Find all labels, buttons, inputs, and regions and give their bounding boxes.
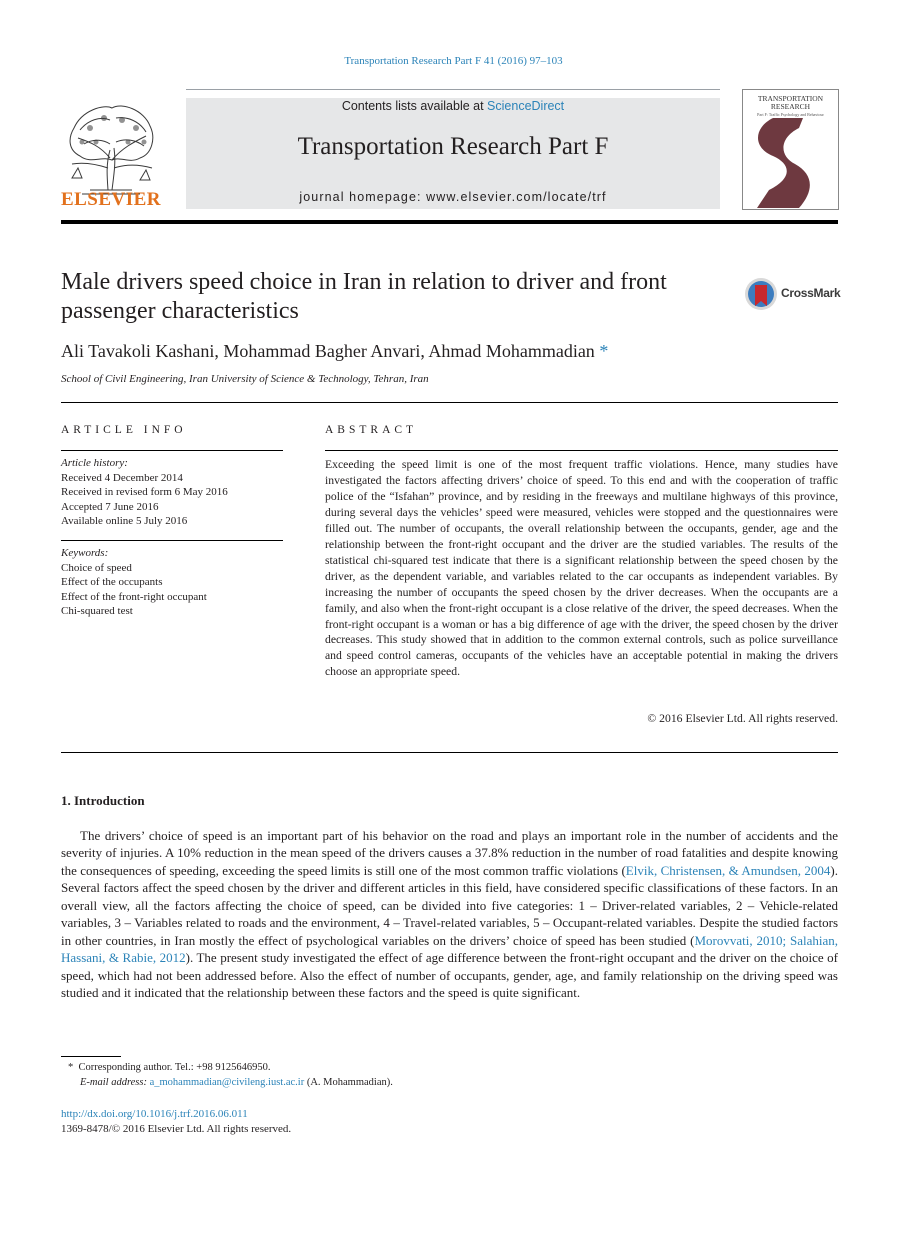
abstract-text: Exceeding the speed limit is one of the most frequent traffic violations. Hence, many studies have investigated the factors affecting drivers’ choice of speed. To this end and with the cooperation of traffic police of the “Isfahan” province, and by residing in the freeways and multilane highways of this province, during several days the vehicles’ speed were measured, vehicles were stopped and the questionnaires were filled out. The number of occupants, the overall relationship between the occupants, gender, age and the relationship between the front-right occupant and the driver are the studied variables. The results of the statistical chi-squared test indicate that there is a significant relationship between the speed chosen by the driver, as the dependent variable, and variables related to the car occupants as independent variables. By increasing the number of occupants the speed chosen by the driver decreases. When the occupants are a family, and also when the front-right occupant is a close relative of the driver, the speed decreases. When the front-right occupant is a woman or has a big difference of age with the driver, the speed chosen by the driver decreases. This study showed that in addition to the common external controls, such as police surveillance and speed control cameras, occupants of the vehicles have an acceptable potential in making the drivers choose an appropriate speed. xyxy=(325,458,838,679)
doi-link[interactable]: http://dx.doi.org/10.1016/j.trf.2016.06.011 xyxy=(61,1108,248,1120)
sciencedirect-link[interactable]: ScienceDirect xyxy=(487,99,565,113)
intro-text: ). The present study investigated the effect of age difference between the front-right occupant and the driver on the choice of speed, which had not been addressed before. Also the effect of number of occupants, gender, age, and family relationship on the driving speed was studied and it indicated that the relationship between these factors and the speed is quite significant. xyxy=(61,950,839,1001)
citation-link[interactable]: Morovvati, 2010; Salahian, Hassani, & Rabie, 2012 xyxy=(61,932,838,966)
keyword-item: Chi-squared test xyxy=(61,605,133,617)
article-info-rule xyxy=(61,450,283,451)
history-item: Received 4 December 2014 xyxy=(61,471,183,484)
keyword-item: Effect of the front-right occupant xyxy=(61,590,207,603)
journal-citation[interactable]: Transportation Research Part F 41 (2016) 97–103 xyxy=(344,55,563,67)
abstract-rule xyxy=(325,450,838,451)
footnote-rule xyxy=(61,1056,121,1057)
introduction-heading: 1. Introduction xyxy=(61,793,145,808)
header-top-rule xyxy=(186,89,720,90)
affiliation: School of Civil Engineering, Iran University of Science & Technology, Tehran, Iran xyxy=(61,373,429,385)
masthead-rule xyxy=(61,220,838,224)
crossmark-label[interactable]: CrossMark xyxy=(781,286,841,300)
email-suffix: (A. Mohammadian). xyxy=(304,1077,393,1088)
history-item: Accepted 7 June 2016 xyxy=(61,500,159,513)
abstract-bottom-rule xyxy=(61,752,838,753)
author-list xyxy=(61,341,821,362)
article-history xyxy=(61,456,283,529)
affiliation-rule xyxy=(61,402,838,403)
email-footnote xyxy=(80,1077,393,1088)
journal-homepage[interactable]: journal homepage: www.elsevier.com/locate/trf xyxy=(299,190,607,204)
authors: Ali Tavakoli Kashani, Mohammad Bagher Anvari, Ahmad Mohammadian xyxy=(61,341,595,361)
abstract-heading: ABSTRACT xyxy=(325,424,418,436)
citation-link[interactable]: Elvik, Christensen, & Amundsen, 2004 xyxy=(625,862,831,878)
email-link[interactable]: a_mohammadian@civileng.iust.ac.ir xyxy=(149,1077,305,1088)
keywords-label: Keywords: xyxy=(61,547,109,559)
history-item: Received in revised form 6 May 2016 xyxy=(61,486,228,498)
keyword-item: Effect of the occupants xyxy=(61,576,163,588)
corresponding-footnote xyxy=(68,1062,270,1073)
footnote-mark: * xyxy=(68,1062,74,1073)
contents-prefix: Contents lists available at xyxy=(341,99,488,113)
article-title: Male drivers speed choice in Iran in relation to driver and front passenger characteristics xyxy=(61,269,667,324)
introduction-paragraph xyxy=(61,827,838,1002)
history-item: Available online 5 July 2016 xyxy=(61,515,188,527)
keywords-rule xyxy=(61,540,283,541)
cover-subtitle: Part F: Traffic Psychology and Behaviour xyxy=(757,112,824,117)
intro-text: ). Several factors affect the speed chosen by the driver and different articles in this field, have considered specific classifications of these factors. In an overall view, all the factors affecting the choice of speed, can be divided into five categories: 1 – Driver-related variables, 2 – Vehicle-related variables, 3 – Variables related to roads and the environment, 4 – Travel-related variables, 5 – Occupant-related variables. Despite the studied factors in other countries, in Iran mostly the effect of psychological variables on the drivers’ choice of speed has been studied ( xyxy=(61,862,838,948)
issn-copyright: 1369-8478/© 2016 Elsevier Ltd. All rights reserved. xyxy=(61,1123,292,1135)
crossmark-icon[interactable] xyxy=(744,277,778,311)
journal-name: Transportation Research Part F xyxy=(297,133,609,160)
cover-title: TRANSPORTATION RESEARCH xyxy=(757,94,824,111)
corresponding-author-info: Corresponding author. Tel.: +98 9125646950. xyxy=(78,1062,271,1073)
keywords xyxy=(61,546,283,619)
history-label: Article history: xyxy=(61,457,128,469)
cover-road-image xyxy=(743,118,838,208)
keyword-item: Choice of speed xyxy=(61,561,132,574)
abstract-copyright: © 2016 Elsevier Ltd. All rights reserved. xyxy=(647,712,838,725)
contents-availability xyxy=(186,99,720,113)
journal-cover xyxy=(742,89,839,210)
elsevier-wordmark: ELSEVIER xyxy=(60,189,162,210)
email-label: E-mail address: xyxy=(80,1077,150,1088)
intro-text: The drivers’ choice of speed is an important part of his behavior on the road and plays an important role in the number of accidents and the severity of injuries. A 10% reduction in the mean speed of the drivers causes a 37.8% reduction in the number of road fatalities and despite knowing the consequences of speeding, exceeding the speed limits is still one of the most common traffic violations ( xyxy=(61,828,838,878)
corresponding-author-mark[interactable]: * xyxy=(599,341,609,361)
article-info-heading: ARTICLE INFO xyxy=(61,424,187,436)
